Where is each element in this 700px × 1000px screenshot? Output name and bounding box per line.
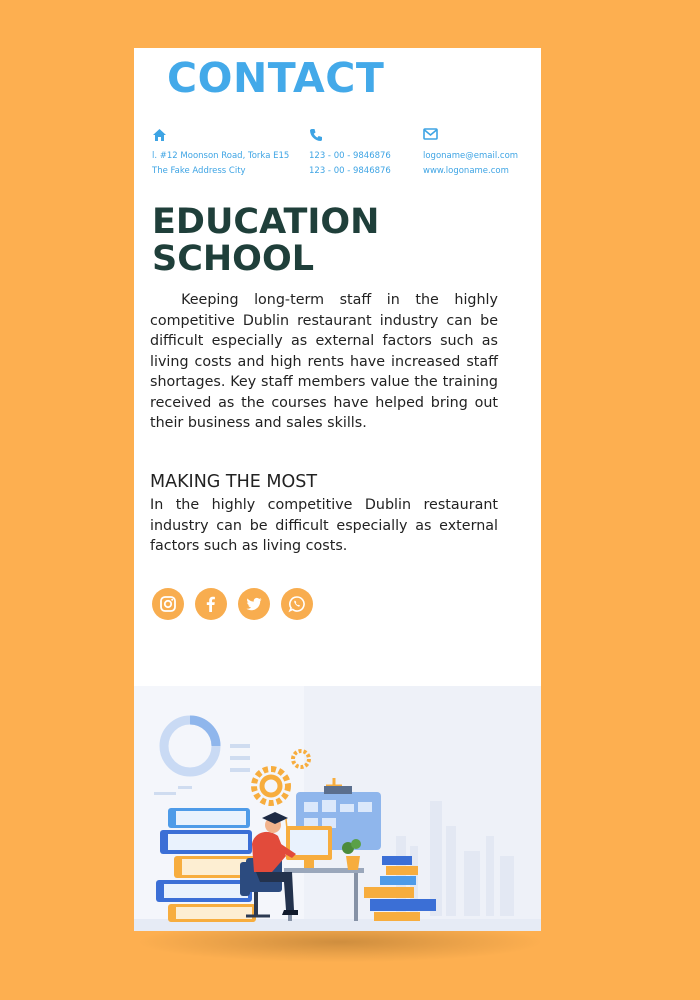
email-block <box>423 128 518 179</box>
intro-paragraph-text: Keeping long-term staff in the highly competitive Dublin restaurant industry can be difficult especially as external factors such as living costs and high rents have increased staff shortages. Key staff members value the training received as the courses have helped bring out their business and sales skills. <box>150 292 498 431</box>
intro-paragraph <box>150 290 498 434</box>
section-paragraph: In the highly competitive Dublin restaurant industry can be difficult especially as external factors such as living costs. <box>150 497 498 554</box>
phone-block <box>309 128 391 179</box>
school-title <box>152 204 379 278</box>
envelope-icon <box>423 128 518 146</box>
school-title-line-1: EDUCATION <box>152 202 380 242</box>
phone-line-1[interactable]: 123 - 00 - 9846876 <box>309 151 391 161</box>
email-address[interactable]: logoname@email.com <box>423 151 519 161</box>
phone-icon <box>309 128 391 146</box>
home-icon <box>152 128 289 146</box>
whatsapp-icon[interactable] <box>281 588 313 620</box>
flyer-card <box>134 48 541 931</box>
phone-line-2[interactable]: 123 - 00 - 9846876 <box>309 166 391 176</box>
address-line-2: The Fake Address City <box>152 166 246 176</box>
address-block <box>152 128 289 179</box>
twitter-icon[interactable] <box>238 588 270 620</box>
instagram-icon[interactable] <box>152 588 184 620</box>
contact-title: CONTACT <box>167 54 385 102</box>
school-title-line-2: SCHOOL <box>152 239 314 279</box>
facebook-icon[interactable] <box>195 588 227 620</box>
website-url[interactable]: www.logoname.com <box>423 166 509 176</box>
social-links <box>152 588 313 620</box>
student-desk-illustration <box>134 686 541 931</box>
section-heading: MAKING THE MOST <box>150 472 318 492</box>
address-line-1: l. #12 Moonson Road, Torka E15 <box>152 151 290 161</box>
